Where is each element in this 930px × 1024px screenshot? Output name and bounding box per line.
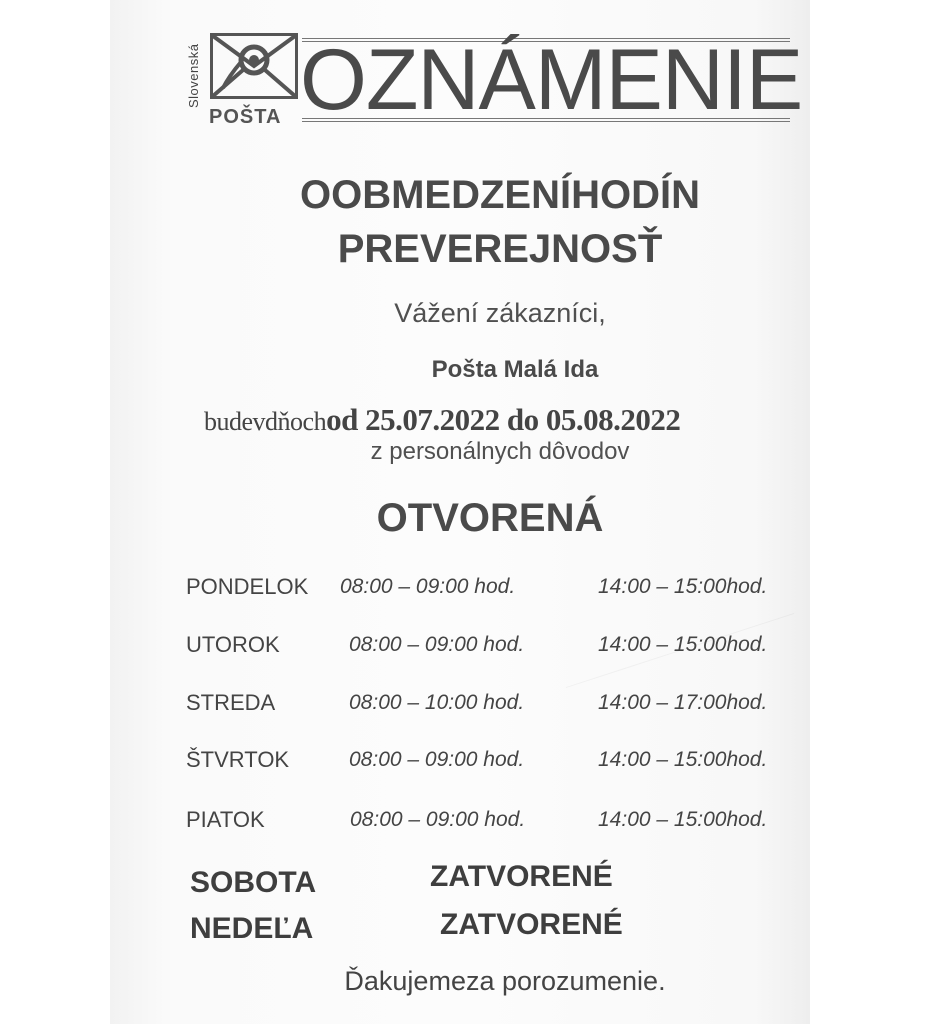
thanks-note: Ďakujemeza porozumenie.	[344, 966, 666, 996]
reason: z personálnych dôvodov	[370, 438, 630, 465]
schedule-day: PONDELOK	[186, 574, 309, 599]
schedule-morning: 08:00 – 10:00 hod.	[349, 691, 525, 714]
closed-status: ZATVORENÉ	[440, 908, 623, 941]
schedule-row	[0, 571, 930, 603]
period-prefix: budevdňoch	[204, 407, 327, 436]
closed-day: NEDEĽA	[190, 912, 314, 945]
schedule-day: ŠTVRTOK	[186, 747, 290, 772]
schedule-afternoon: 14:00 – 15:00hod.	[598, 748, 768, 771]
closed-status: ZATVORENÉ	[430, 860, 613, 893]
schedule-row	[0, 629, 930, 661]
logo-side-text: Slovenská	[186, 43, 201, 109]
period-range: od 25.07.2022 do 05.08.2022	[326, 402, 681, 437]
schedule-afternoon: 14:00 – 17:00hod.	[598, 691, 768, 714]
schedule-afternoon: 14:00 – 15:00hod.	[598, 575, 768, 598]
post-office-name: Pošta Malá Ida	[431, 356, 599, 383]
schedule-afternoon: 14:00 – 15:00hod.	[598, 808, 768, 831]
schedule-row	[0, 744, 930, 776]
subtitle-line-1: OOBMEDZENÍHODÍN	[300, 173, 700, 217]
headline-rule-bottom	[302, 118, 790, 122]
schedule-day: STREDA	[186, 690, 276, 715]
schedule-morning: 08:00 – 09:00 hod.	[349, 748, 525, 771]
schedule-morning: 08:00 – 09:00 hod.	[349, 633, 525, 656]
schedule-day: UTOROK	[186, 632, 280, 657]
subtitle-line-2: PREVEREJNOSŤ	[337, 227, 663, 271]
logo-brand-text: POŠTA	[209, 106, 282, 128]
schedule-morning: 08:00 – 09:00 hod.	[350, 808, 526, 831]
closed-day: SOBOTA	[190, 866, 317, 899]
greeting: Vážení zákazníci,	[394, 298, 606, 328]
schedule-morning: 08:00 – 09:00 hod.	[340, 575, 516, 598]
schedule-row	[0, 687, 930, 719]
page-title: OZNÁMENIE	[300, 32, 803, 128]
open-heading: OTVORENÁ	[376, 496, 604, 540]
schedule-day: PIATOK	[186, 807, 265, 832]
schedule-afternoon: 14:00 – 15:00hod.	[598, 633, 768, 656]
schedule-row	[0, 804, 930, 836]
posthorn-envelope-icon	[210, 33, 298, 99]
